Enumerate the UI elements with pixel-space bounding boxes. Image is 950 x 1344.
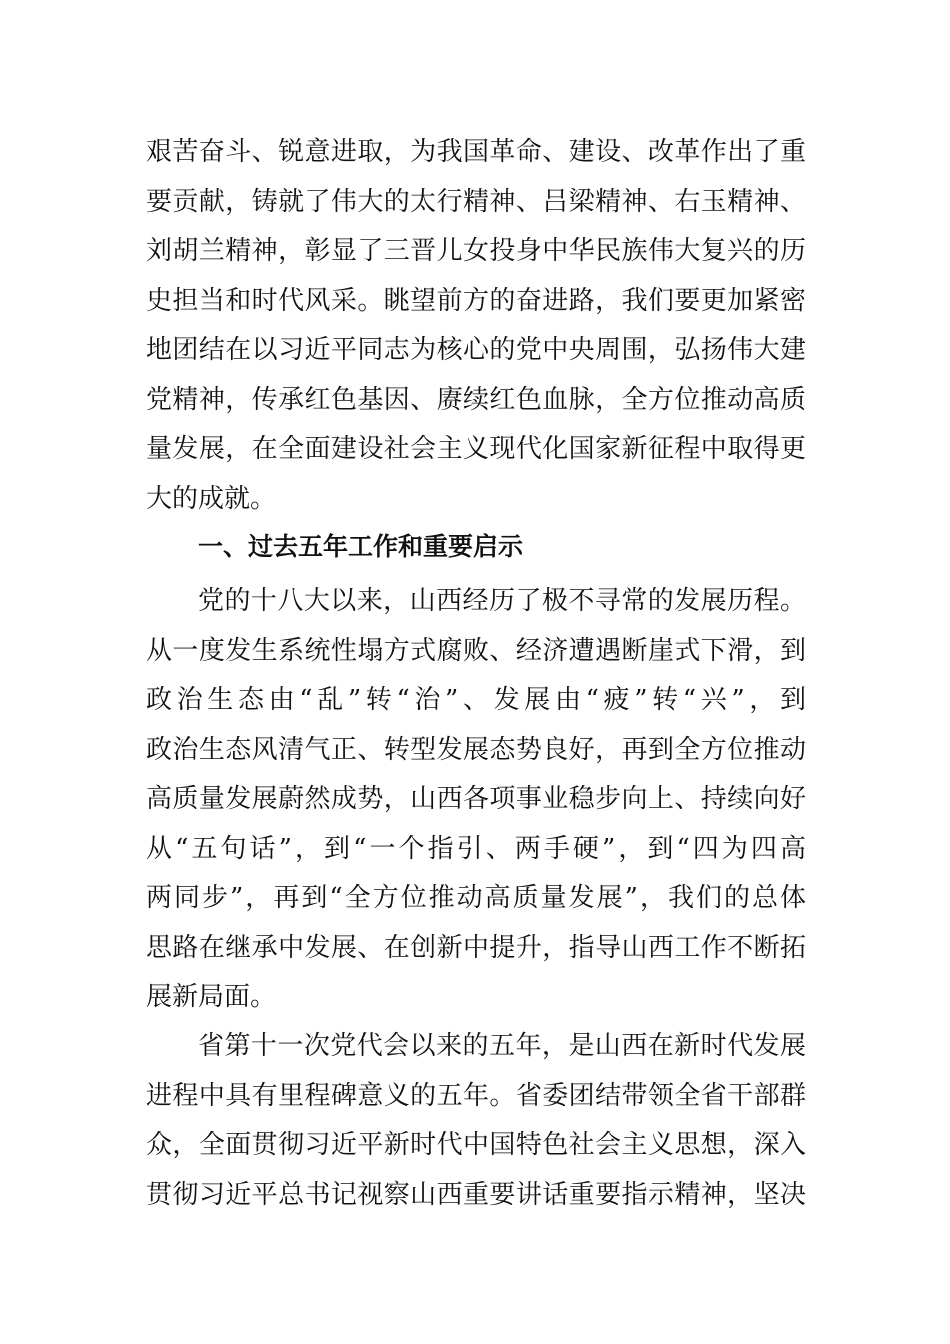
paragraph-history: [146, 577, 806, 1023]
text-line: 高质量发展蔚然成势，山西各项事业稳步向上、持续向好: [146, 784, 806, 814]
text-line: 众，全面贯彻习近平新时代中国特色社会主义思想，深入: [146, 1130, 806, 1160]
text-line: 省第十一次党代会以来的五年，是山西在新时代发展: [198, 1031, 806, 1061]
text-line: 从“五句话”，到“一个指引、两手硬”，到“四为四高: [146, 833, 806, 864]
text-line: 党的十八大以来，山西经历了极不寻常的发展历程。: [198, 586, 806, 616]
section-heading: 一、过去五年工作和重要启示: [198, 532, 524, 561]
text-line: 进程中具有里程碑意义的五年。省委团结带领全省干部群: [146, 1080, 806, 1111]
text-line: 政治生态由“乱”转“治”、发展由“疲”转“兴”，到: [146, 685, 806, 715]
text-line: 刘胡兰精神，彰显了三晋儿女投身中华民族伟大复兴的历: [146, 236, 806, 266]
text-line: 贯彻习近平总书记视察山西重要讲话重要指示精神，坚决: [146, 1179, 806, 1210]
text-line: 史担当和时代风采。眺望前方的奋进路，我们要更加紧密: [146, 285, 806, 316]
text-line: 量发展，在全面建设社会主义现代化国家新征程中取得更: [146, 434, 806, 464]
text-line: 要贡献，铸就了伟大的太行精神、吕梁精神、右玉精神、: [146, 186, 806, 217]
paragraph-continued: [146, 128, 806, 524]
text-line: 大的成就。: [146, 483, 277, 514]
text-line: 政治生态风清气正、转型发展态势良好，再到全方位推动: [146, 734, 806, 765]
text-line: 两同步”，再到“全方位推动高质量发展”，我们的总体: [146, 883, 806, 913]
text-line: 思路在继承中发展、在创新中提升，指导山西工作不断拓: [146, 932, 806, 963]
text-line: 党精神，传承红色基因、赓续红色血脉，全方位推动高质: [146, 384, 806, 415]
text-line: 地团结在以习近平同志为核心的党中央周围，弘扬伟大建: [146, 335, 806, 365]
text-line: 展新局面。: [146, 982, 277, 1012]
text-line: 艰苦奋斗、锐意进取，为我国革命、建设、改革作出了重: [146, 137, 806, 167]
paragraph-five-years: [146, 1022, 806, 1220]
text-line: 从一度发生系统性塌方式腐败、经济遭遇断崖式下滑，到: [146, 635, 806, 666]
